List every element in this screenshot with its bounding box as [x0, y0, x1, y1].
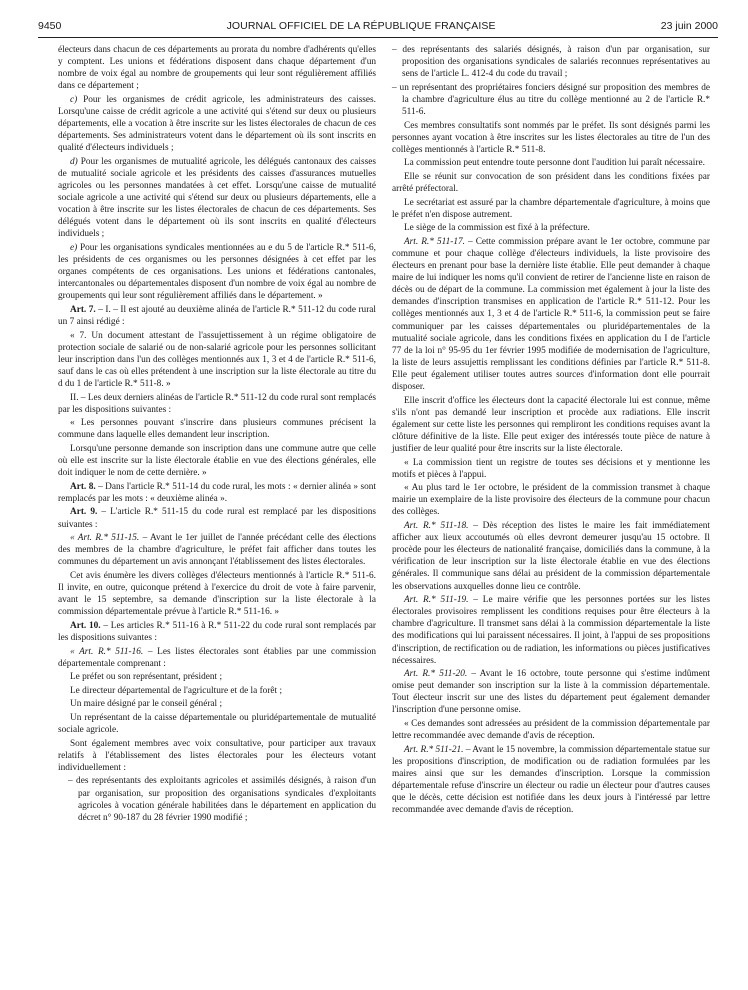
paragraph: [392, 457, 710, 481]
paragraph: [58, 532, 376, 568]
article-reference: e): [70, 243, 78, 253]
paragraph-text: – un représentant des propriétaires fonciers désigné sur proposition des membres de la chambre d'agriculture élus au titre du collège mentionné au 2 de l'article R.* 511-6.: [392, 82, 710, 117]
paragraph: [58, 671, 376, 683]
article-heading: Art. 8.: [70, 481, 96, 492]
header-rule: [38, 37, 718, 38]
paragraph-text: Le secrétariat est assuré par la chambre départementale d'agriculture, à moins que le préfet n'en dispose autrement.: [392, 197, 710, 220]
paragraph-text: – Le maire vérifie que les personnes portées sur les listes électorales provisoires remplissent les conditions requises pour être électeurs à la chambre d'agriculture. Il transmet sans délai à la commission départementale la liste des modifications qui lui paraissent nécessaires. Il joint, à l'appui de ses propositions d'inscription, de rectification ou de radiation, les informations ou pièces justificatives nécessaires.: [392, 595, 710, 666]
paragraph: [392, 718, 710, 742]
paragraph-text: Pour les organismes de crédit agricole, les administrateurs des caisses. Lorsqu'une caisse de crédit agricole a une activité qui s'étend sur deux ou plusieurs départements, elle a vocation à être inscrite sur les listes électorales de chacun de ces départements. Ses administrateurs votent dans le département où ils sont inscrits en qualité d'électeurs individuels ;: [58, 94, 376, 154]
paragraph: [58, 94, 376, 154]
paragraph-text: – Avant le 16 octobre, toute personne qui s'estime indûment omise peut demander son inscription sur la liste à la commission départementale. Tout électeur inscrit sur une des listes du département peut également demander l'inscription d'une personne omise.: [392, 669, 711, 716]
paragraph-text: Elle se réunit sur convocation de son président dans les conditions fixées par arrêté préfectoral.: [392, 171, 710, 195]
paragraph-text: – Cette commission prépare avant le 1er octobre, commune par commune et pour chaque collège d'électeurs individuels, la liste provisoire des électeurs en prenant pour base la dernière liste établie. Elle peut demander à chaque maire de lui indiquer les noms qu'il convient de retirer de l'ancienne liste en raison de décès ou de départ de la commune. La commission met également à jour la liste des demandes d'inscription transmises en application de l'article R.* 511-12. Pour les collèges mentionnés aux 1, 3 et 4 de l'article R.* 511-6, la commission peut se faire communiquer par les caisses départementales ou pluridépartementales de la mutualité sociale agricole, dans les conditions fixées en application du I de l'article 77 de la loi n° 95-95 du 1er février 1995 modifiée de modernisation de l'agriculture, la liste de leurs assujettis remplissant les conditions définies par l'article R.* 511-8. Elle peut également utiliser toutes autres sources d'information dont elle pourrait disposer.: [392, 236, 710, 393]
paragraph-text: – L'article R.* 511-15 du code rural est remplacé par les dispositions suivantes :: [58, 507, 376, 530]
paragraph-text: Un maire désigné par le conseil général ;: [70, 699, 223, 710]
paragraph: [58, 242, 376, 302]
paragraph-text: – Avant le 15 novembre, la commission départementale statue sur les propositions d'inscription, de modification ou de radiation formulées par les maires ainsi que sur les demandes d'inscription. Lorsque la commission départementale refuse d'inscrire un électeur ou radie un électeur pour d'autres causes que le décès, cette décision est notifiée dans les deux jours à l'intéressé par lettre recommandée avec demande d'avis de réception.: [392, 744, 710, 816]
article-reference: Art. R.* 511-20.: [404, 669, 468, 680]
paragraph-text: – Les articles R.* 511-16 à R.* 511-22 du code rural sont remplacés par les dispositions suivantes :: [58, 620, 376, 643]
paragraph: [392, 744, 710, 817]
paragraph: [58, 698, 376, 710]
paragraph-text: « Les personnes pouvant s'inscrire dans plusieurs communes précisent la commune dans laquelle elles demandent leur inscription.: [58, 418, 376, 441]
paragraph-text: électeurs dans chacun de ces départements au prorata du nombre d'adhérents qu'elles y comptent. Les unions et fédérations disposent dans chaque département d'un nombre de voix égal au nombre de groupements qui leur sont régulièrement affiliés dans ce département ;: [58, 45, 376, 92]
paragraph-text: « Au plus tard le 1er octobre, le président de la commission transmet à chaque mairie un exemplaire de la liste provisoire des électeurs de la commune pour chacun des collèges.: [392, 483, 710, 518]
paragraph: [392, 594, 710, 667]
paragraph-text: – des représentants des salariés désignés, à raison d'un par organisation, sur proposition des organisations syndicales de salariés reconnues représentatives au sens de l'article L. 412-4 du code du travail ;: [392, 45, 710, 80]
paragraph-text: – Dans l'article R.* 511-14 du code rural, les mots : « dernier alinéa » sont remplacés par les mots : « deuxième alinéa ».: [58, 481, 376, 504]
article-reference: Art. R.* 511-19.: [404, 595, 469, 606]
journal-title: JOURNAL OFFICIEL DE LA RÉPUBLIQUE FRANÇAISE: [226, 20, 496, 32]
article-reference: Art. R.* 511-18.: [404, 521, 469, 532]
paragraph-text: – I. – Il est ajouté au deuxième alinéa de l'article R.* 511-12 du code rural un 7 ainsi rédigé :: [58, 304, 376, 328]
paragraph: [58, 392, 376, 416]
article-heading: Art. 9.: [70, 507, 98, 518]
paragraph-text: Le siège de la commission est fixé à la préfecture.: [404, 223, 590, 234]
article-reference: d): [70, 156, 78, 167]
paragraph: [58, 775, 376, 823]
paragraph: [58, 304, 376, 328]
paragraph-text: – Les listes électorales sont établies par une commission départementale comprenant :: [58, 646, 376, 669]
paragraph: [58, 646, 376, 670]
article-reference: c): [70, 94, 78, 105]
paragraph-text: Cet avis énumère les divers collèges d'électeurs mentionnés à l'article R.* 511-6. Il invite, en outre, quiconque prétend à l'exercice du droit de vote à faire parvenir, avant le 15 septembre, sa demande d'inscription sur la liste électorale à la commission départementale prévue à l'article R.* 511-16. »: [58, 570, 376, 618]
paragraph-text: Le préfet ou son représentant, président ;: [70, 672, 223, 683]
paragraph-text: « Ces demandes sont adressées au président de la commission départementale par lettre recommandée avec demande d'avis de réception.: [392, 719, 710, 742]
paragraph: [58, 156, 376, 241]
paragraph: [58, 330, 376, 390]
right-column: [392, 44, 710, 818]
paragraph: [392, 520, 710, 593]
paragraph: [58, 506, 376, 530]
paragraph-text: Pour les organisations syndicales mentionnées au e du 5 de l'article R.* 511-6, les présidents de ces organismes ou les personnes désignées à cet effet par les organes compétents de ces organisations. Les unions et fédérations cantonales, intercantonales ou départementales disposent d'un nombre de voix égal au nombre de groupements qui leur sont régulièrement affiliés dans le département. »: [58, 243, 376, 302]
paragraph: [58, 712, 376, 736]
article-reference: Art. R.* 511-17.: [404, 236, 465, 247]
paragraph-text: – des représentants des exploitants agricoles et assimilés désignés, à raison d'un par organisation, sur proposition des organisations syndicales d'exploitants agricoles à vocation générale habilitées dans le département en application du décret n° 90-187 du 28 février 1990 modifié ;: [68, 776, 376, 823]
paragraph: [58, 417, 376, 441]
paragraph: [58, 443, 376, 479]
publication-date: 23 juin 2000: [660, 20, 718, 32]
article-reference: « Art. R.* 511-16.: [70, 646, 144, 657]
paragraph: [392, 482, 710, 518]
paragraph: [392, 120, 710, 156]
paragraph: [392, 157, 710, 169]
article-heading: Art. 10.: [70, 620, 101, 631]
paragraph: [392, 82, 710, 118]
paragraph-text: Le directeur départemental de l'agriculture et de la forêt ;: [70, 685, 283, 696]
paragraph: [392, 236, 710, 393]
paragraph: [58, 481, 376, 505]
paragraph: [58, 44, 376, 92]
paragraph: [58, 620, 376, 644]
paragraph-text: « 7. Un document attestant de l'assujettissement à un régime obligatoire de protection sociale de salarié ou de non-salarié agricole pour les personnes sollicitant leur inscription dans l'un des collèges mentionnés aux 1, 3 et 4 de l'article R.* 511-6, sauf dans le cas où elles prétendent à une inscription sur la liste électorale au titre du d du 1 de l'article R.* 511-8. »: [58, 330, 376, 390]
paragraph-text: Pour les organismes de mutualité agricole, les délégués cantonaux des caisses de mutualité sociale agricole et les présidents des caisses d'assurances mutuelles agricoles ou les personnes mandatées à cet effet. Lorsqu'une caisse de mutualité sociale agricole a une activité qui s'étend sur deux ou plusieurs départements, elle a vocation à être inscrite sur les listes électorales de chacun de ces départements. Ses délégués votent dans le département où ils sont inscrits en qualité d'électeurs individuels ;: [58, 156, 376, 240]
paragraph: [392, 197, 710, 221]
paragraph-text: « La commission tient un registre de toutes ses décisions et y mentionne les motifs et pièces à l'appui.: [392, 457, 710, 480]
article-reference: Art. R.* 511-21.: [404, 744, 464, 755]
paragraph: [392, 171, 710, 195]
paragraph: [58, 738, 376, 774]
paragraph-text: – Avant le 1er juillet de l'année précédant celle des élections des membres de la chambre d'agriculture, le préfet fait afficher dans toutes les communes du département un avis annonçant l'établissement des listes électorales.: [58, 533, 377, 568]
paragraph: [392, 222, 710, 234]
paragraph: [58, 685, 376, 697]
left-column: [58, 44, 376, 825]
paragraph-text: Elle inscrit d'office les électeurs dont la capacité électorale lui est connue, même s'ils n'ont pas demandé leur inscription et procède aux radiations. Elle inscrit également sur cette liste les personnes qui rempliront les conditions requises avant la clôture définitive de la liste. Elle peut exiger des intéressés toute pièce de nature à justifier de leur qualité pour être inscrits sur la liste électorale.: [392, 395, 710, 454]
paragraph: [392, 668, 710, 716]
paragraph: [392, 44, 710, 80]
paragraph-text: – Dès réception des listes le maire les fait immédiatement afficher aux lieux accoutumés où elles devront demeurer jusqu'au 15 octobre. Il procède pour les électeurs de nationalité française, domiciliés dans la commune, à la vérification de leur inscription sur la liste électorale établie en vue des élections générales. Il communique sans délai au président de la commission départementale les observations auxquelles donne lieu ce contrôle.: [392, 521, 710, 592]
paragraph: [58, 570, 376, 618]
article-heading: Art. 7.: [70, 304, 96, 315]
paragraph-text: Ces membres consultatifs sont nommés par le préfet. Ils sont désignés parmi les personnes ayant vocation à être inscrites sur les listes électorales au titre de l'un des collèges mentionnés à l'article R.* 511-8.: [392, 120, 710, 155]
paragraph-text: Sont également membres avec voix consultative, pour participer aux travaux relatifs à l'établissement des listes électorales pour les électeurs votant individuellement :: [58, 738, 376, 773]
paragraph-text: Lorsqu'une personne demande son inscription dans une commune autre que celle où elle est inscrite sur la liste électorale établie en vue des élections générales, elle doit indiquer le nom de cette dernière. »: [58, 444, 376, 479]
article-reference: « Art. R.* 511-15.: [70, 533, 140, 544]
paragraph: [392, 395, 710, 455]
paragraph-text: Un représentant de la caisse départementale ou pluridépartementale de mutualité sociale agricole.: [58, 712, 376, 736]
paragraph-text: La commission peut entendre toute personne dont l'audition lui paraît nécessaire.: [404, 158, 705, 169]
paragraph-text: II. – Les deux derniers alinéas de l'article R.* 511-12 du code rural sont remplacés par les dispositions suivantes :: [58, 392, 376, 415]
page-number: 9450: [38, 20, 62, 32]
